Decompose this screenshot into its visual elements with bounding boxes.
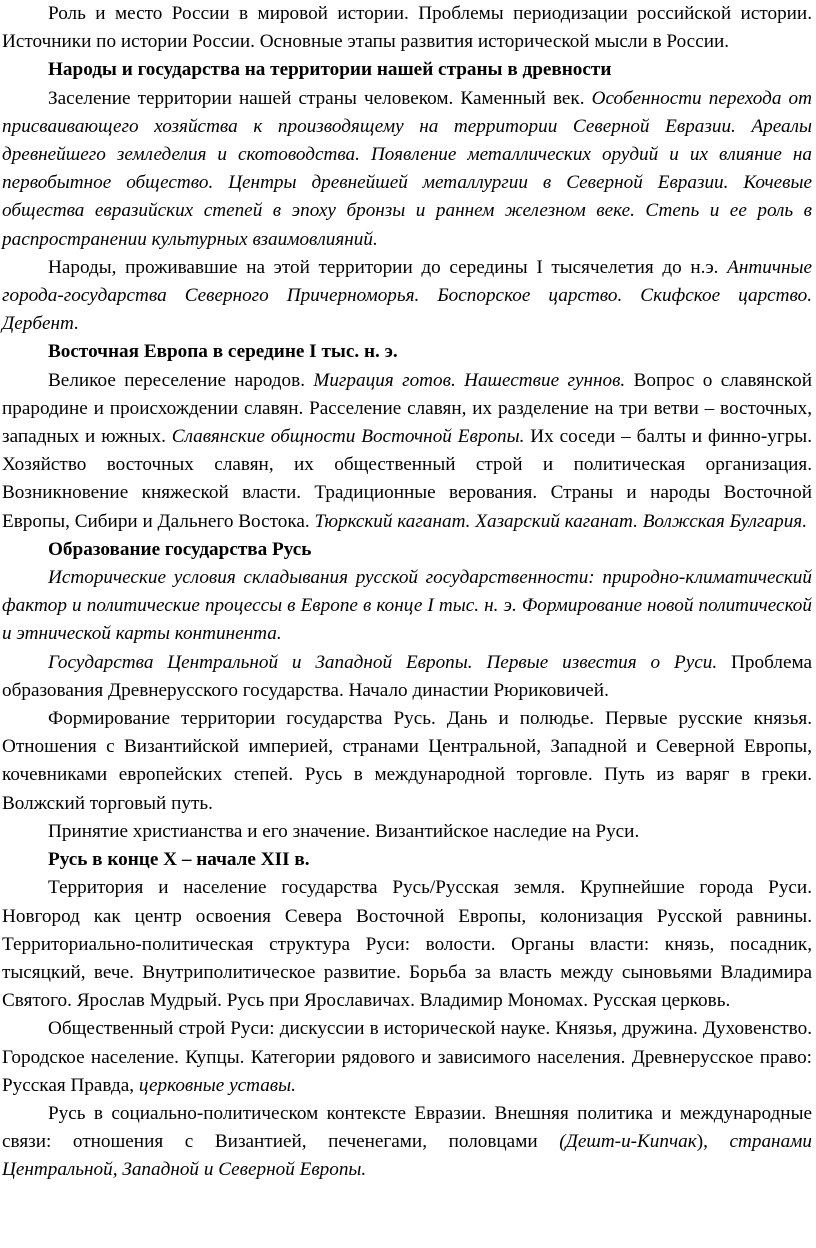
paragraph-european-states: Государства Центральной и Западной Европы. Первые известия о Руси. Проблема образования Древнерусского государства. Начало династии Рюриковичей.	[2, 651, 812, 701]
paragraph-peoples-antiquity: Народы, проживавшие на этой территории до середины I тысячелетия до н.э. Античные города-государства Северного Причерноморья. Боспорское царство. Скифское царство. Дербент.	[2, 256, 812, 335]
section-heading-rus-formation: Образование государства Русь	[48, 538, 312, 560]
section-heading-eastern-europe: Восточная Европа в середине I тыс. н. э.	[48, 341, 398, 363]
paragraph-eurasian-context: Русь в социально-политическом контексте Евразии. Внешняя политика и международные связи: отношения с Византией, печенегами, половцами (Дешт-и-Кипчак), странами Центральной, Западной и Северной Европы.	[2, 1102, 813, 1181]
intro-paragraph: Роль и место России в мировой истории. Проблемы периодизации российской истории. Источники по истории России. Основные этапы развития исторической мысли в России.	[2, 3, 812, 53]
paragraph-territory-formation: Формирование территории государства Русь. Дань и полюдье. Первые русские князья. Отношения с Византийской империей, странами Центральной, Западной и Северной Европы, кочевниками европейских степей. Русь в международной торговле. Путь из варяг в греки. Волжский торговый путь.	[2, 708, 812, 814]
paragraph-migration: Великое переселение народов. Миграция готов. Нашествие гуннов. Вопрос о славянской прародине и происхождении славян. Расселение славян, их разделение на три ветви – восточных, западных и южных. Славянские общности Восточной Европы. Их соседи – балты и финно-угры. Хозяйство восточных славян, их общественный строй и политическая организация. Возникновение княжеской власти. Традиционные верования. Страны и народы Восточной Европы, Сибири и Дальнего Востока. Тюркский каганат. Хазарский каганат. Волжская Булгария.	[2, 369, 813, 532]
paragraph-settlement: Заселение территории нашей страны человеком. Каменный век. Особенности перехода от присваивающего хозяйства к производящему на территории Северной Евразии. Ареалы древнейшего земледелия и скотоводства. Появление металлических орудий и их влияние на первобытное общество. Центры древнейшей металлургии в Северной Евразии. Кочевые общества евразийских степей в эпоху бронзы и раннем железном веке. Степь и ее роль в распространении культурных взаимовлияний.	[2, 87, 812, 250]
paragraph-territory-population: Территория и население государства Русь/Русская земля. Крупнейшие города Руси. Новгород как центр освоения Севера Восточной Европы, колонизация Русской равнины. Территориально-политическая структура Руси: волости. Органы власти: князь, посадник, тысяцкий, вече. Внутриполитическое развитие. Борьба за власть между сыновьями Владимира Святого. Ярослав Мудрый. Русь при Ярославичах. Владимир Мономах. Русская церковь.	[2, 877, 812, 1012]
paragraph-christianity: Принятие христианства и его значение. Византийское наследие на Руси.	[48, 820, 640, 842]
paragraph-historical-conditions: Исторические условия складывания русской государственности: природно-климатический фактор и политические процессы в Европе в конце I тыс. н. э. Формирование новой политической и этнической карты континента.	[2, 567, 812, 645]
section-heading-ancient-peoples: Народы и государства на территории нашей страны в древности	[48, 59, 612, 81]
section-heading-rus-x-xii: Русь в конце X – начале XII в.	[48, 849, 310, 871]
paragraph-social-structure: Общественный строй Руси: дискуссии в исторической науке. Князья, дружина. Духовенство. Городское население. Купцы. Категории рядового и зависимого населения. Древнерусское право: Русская Правда, церковные уставы.	[2, 1018, 812, 1096]
